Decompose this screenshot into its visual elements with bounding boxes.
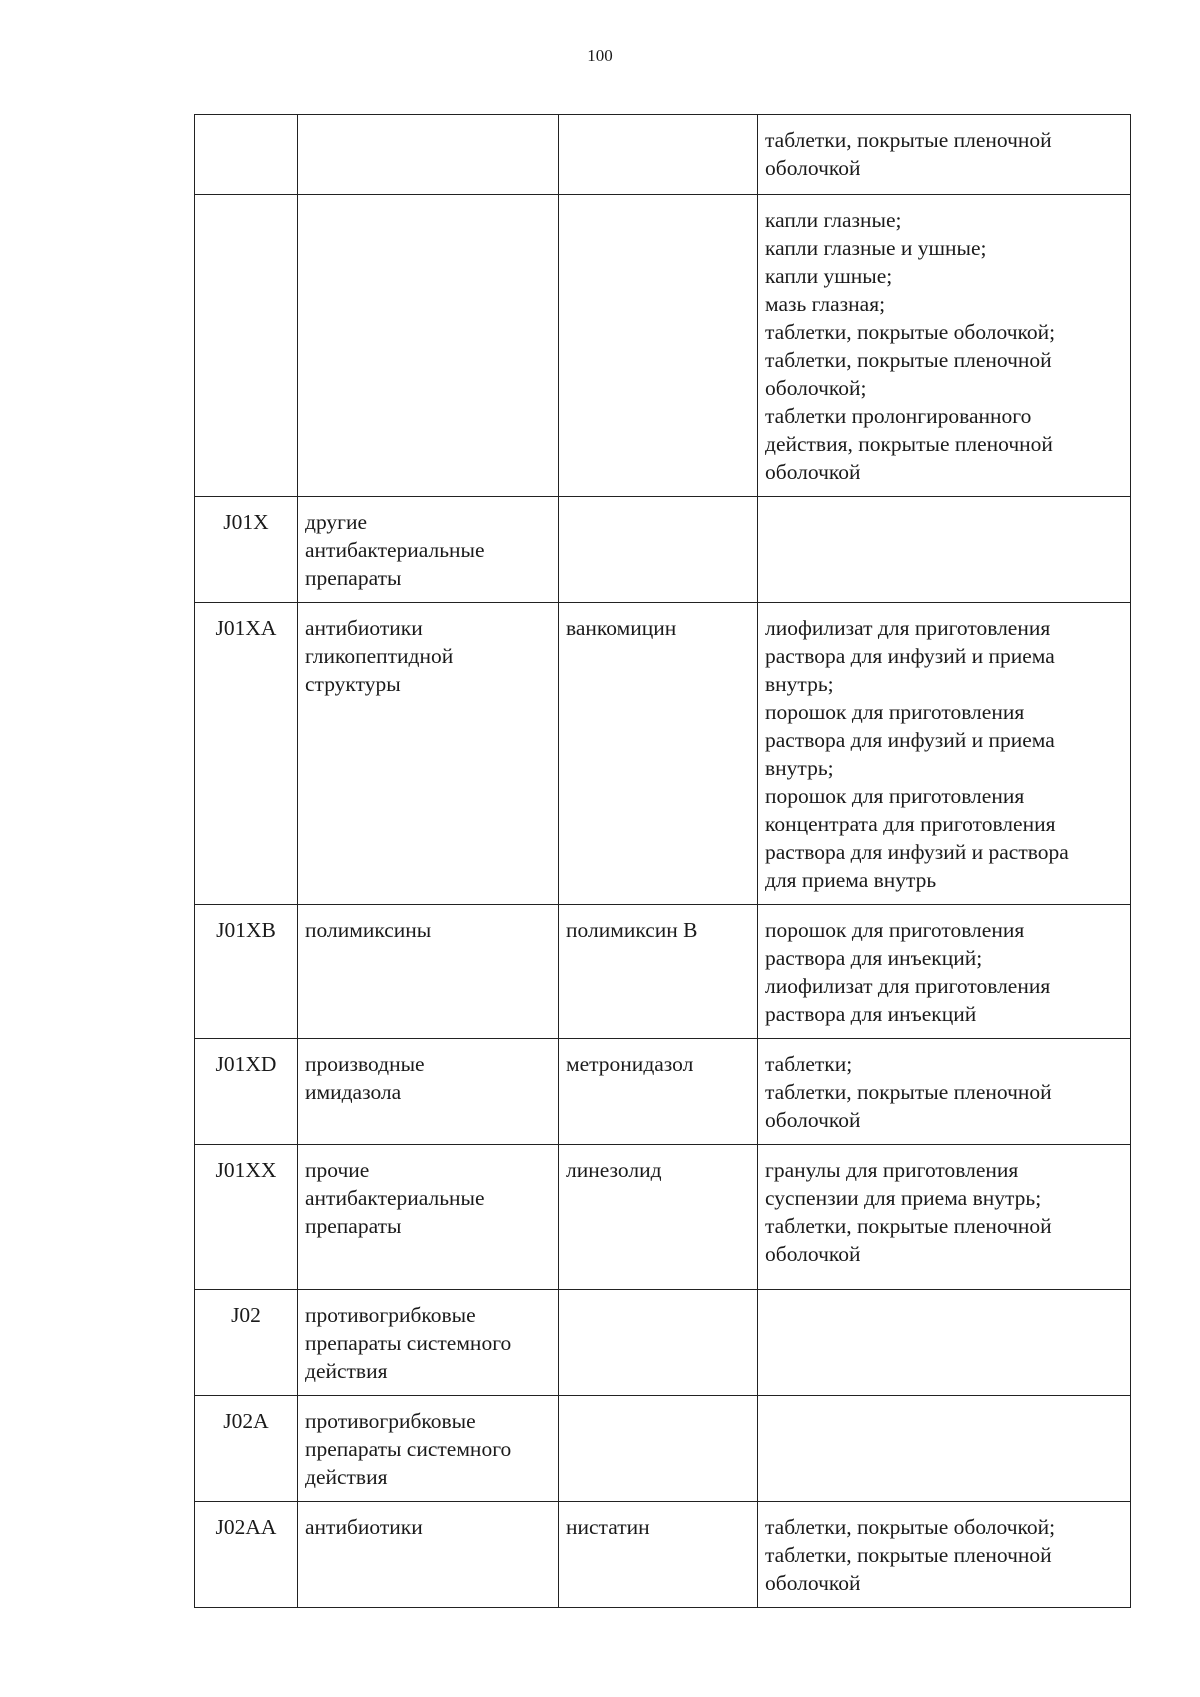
dosage-form-line: лиофилизат для приготовления bbox=[765, 974, 1051, 998]
dosage-form-line: действия, покрытые пленочной bbox=[765, 432, 1053, 456]
table-row bbox=[195, 195, 1131, 497]
substance-line: полимиксин B bbox=[566, 918, 698, 942]
group-cell bbox=[298, 497, 559, 603]
table-row bbox=[195, 1502, 1131, 1608]
group-line: действия bbox=[305, 1465, 388, 1489]
group-line: противогрибковые bbox=[305, 1303, 476, 1327]
dosage-forms-cell bbox=[758, 603, 1131, 905]
dosage-forms-cell bbox=[758, 497, 1131, 603]
substance-cell bbox=[559, 115, 758, 195]
group-line: противогрибковые bbox=[305, 1409, 476, 1433]
group-line: другие bbox=[305, 510, 368, 534]
dosage-form-line: раствора для инъекций; bbox=[765, 946, 983, 970]
dosage-forms-cell bbox=[758, 1145, 1131, 1290]
dosage-form-line: оболочкой bbox=[765, 156, 861, 180]
group-line: препараты bbox=[305, 566, 402, 590]
atc-code-cell: J01XD bbox=[195, 1039, 298, 1145]
substance-cell bbox=[559, 1396, 758, 1502]
group-cell bbox=[298, 1290, 559, 1396]
atc-code-cell: J02A bbox=[195, 1396, 298, 1502]
dosage-form-line: таблетки, покрытые пленочной bbox=[765, 1214, 1052, 1238]
dosage-forms-cell bbox=[758, 905, 1131, 1039]
atc-code-cell: J01XB bbox=[195, 905, 298, 1039]
dosage-form-line: внутрь; bbox=[765, 756, 834, 780]
atc-code-cell: J01X bbox=[195, 497, 298, 603]
dosage-form-line: оболочкой bbox=[765, 1571, 861, 1595]
dosage-form-line: внутрь; bbox=[765, 672, 834, 696]
group-line: имидазола bbox=[305, 1080, 402, 1104]
substance-cell bbox=[559, 1145, 758, 1290]
dosage-form-line: таблетки, покрытые пленочной bbox=[765, 1080, 1052, 1104]
group-line: действия bbox=[305, 1359, 388, 1383]
dosage-form-line: порошок для приготовления bbox=[765, 700, 1025, 724]
table-row bbox=[195, 115, 1131, 195]
dosage-form-line: капли глазные; bbox=[765, 208, 902, 232]
dosage-form-line: таблетки, покрытые пленочной bbox=[765, 348, 1052, 372]
substance-line: метронидазол bbox=[566, 1052, 694, 1076]
substance-cell bbox=[559, 905, 758, 1039]
dosage-form-line: порошок для приготовления bbox=[765, 784, 1025, 808]
substance-cell bbox=[559, 1039, 758, 1145]
table-row bbox=[195, 905, 1131, 1039]
group-cell bbox=[298, 195, 559, 497]
dosage-form-line: раствора для инфузий и раствора bbox=[765, 840, 1069, 864]
dosage-form-line: раствора для инфузий и приема bbox=[765, 728, 1055, 752]
group-line: антибиотики bbox=[305, 616, 423, 640]
dosage-forms-cell bbox=[758, 1290, 1131, 1396]
dosage-form-line: гранулы для приготовления bbox=[765, 1158, 1019, 1182]
group-line: полимиксины bbox=[305, 918, 432, 942]
group-cell bbox=[298, 115, 559, 195]
group-line: гликопептидной bbox=[305, 644, 454, 668]
atc-code-cell: J02AA bbox=[195, 1502, 298, 1608]
table-row bbox=[195, 1396, 1131, 1502]
group-line: антибиотики bbox=[305, 1515, 423, 1539]
group-line: препараты bbox=[305, 1214, 402, 1238]
group-line: антибактериальные bbox=[305, 1186, 485, 1210]
group-cell bbox=[298, 905, 559, 1039]
dosage-form-line: порошок для приготовления bbox=[765, 918, 1025, 942]
dosage-form-line: капли глазные и ушные; bbox=[765, 236, 987, 260]
drug-table bbox=[194, 114, 1131, 1608]
dosage-form-line: таблетки, покрытые пленочной bbox=[765, 1543, 1052, 1567]
substance-line: ванкомицин bbox=[566, 616, 677, 640]
group-cell bbox=[298, 1145, 559, 1290]
atc-code-cell: J02 bbox=[195, 1290, 298, 1396]
group-cell bbox=[298, 1039, 559, 1145]
dosage-form-line: оболочкой; bbox=[765, 376, 867, 400]
table-row bbox=[195, 603, 1131, 905]
page-number: 100 bbox=[587, 46, 613, 65]
table-row bbox=[195, 1145, 1131, 1290]
group-cell bbox=[298, 1502, 559, 1608]
dosage-form-line: для приема внутрь bbox=[765, 868, 937, 892]
table-row bbox=[195, 1290, 1131, 1396]
atc-code-cell: J01XX bbox=[195, 1145, 298, 1290]
dosage-form-line: оболочкой bbox=[765, 1108, 861, 1132]
atc-code-cell bbox=[195, 195, 298, 497]
dosage-form-line: суспензии для приема внутрь; bbox=[765, 1186, 1042, 1210]
dosage-forms-cell bbox=[758, 1502, 1131, 1608]
group-line: препараты системного bbox=[305, 1331, 512, 1355]
dosage-form-line: таблетки; bbox=[765, 1052, 853, 1076]
substance-cell bbox=[559, 603, 758, 905]
drug-table-body bbox=[195, 115, 1131, 1608]
group-cell bbox=[298, 603, 559, 905]
table-row bbox=[195, 1039, 1131, 1145]
group-line: производные bbox=[305, 1052, 425, 1076]
substance-cell bbox=[559, 195, 758, 497]
dosage-forms-cell bbox=[758, 195, 1131, 497]
group-cell bbox=[298, 1396, 559, 1502]
dosage-form-line: таблетки пролонгированного bbox=[765, 404, 1032, 428]
dosage-forms-cell bbox=[758, 1039, 1131, 1145]
dosage-form-line: оболочкой bbox=[765, 1242, 861, 1266]
group-line: препараты системного bbox=[305, 1437, 512, 1461]
substance-cell bbox=[559, 1502, 758, 1608]
dosage-form-line: таблетки, покрытые пленочной bbox=[765, 128, 1052, 152]
group-line: антибактериальные bbox=[305, 538, 485, 562]
group-line: прочие bbox=[305, 1158, 370, 1182]
atc-code-cell: J01XA bbox=[195, 603, 298, 905]
group-line: структуры bbox=[305, 672, 401, 696]
dosage-forms-cell bbox=[758, 1396, 1131, 1502]
dosage-form-line: таблетки, покрытые оболочкой; bbox=[765, 320, 1056, 344]
dosage-form-line: мазь глазная; bbox=[765, 292, 886, 316]
dosage-form-line: лиофилизат для приготовления bbox=[765, 616, 1051, 640]
substance-cell bbox=[559, 497, 758, 603]
dosage-form-line: оболочкой bbox=[765, 460, 861, 484]
table-row bbox=[195, 497, 1131, 603]
substance-line: линезолид bbox=[566, 1158, 662, 1182]
dosage-form-line: концентрата для приготовления bbox=[765, 812, 1056, 836]
dosage-form-line: таблетки, покрытые оболочкой; bbox=[765, 1515, 1056, 1539]
atc-code-cell bbox=[195, 115, 298, 195]
dosage-form-line: раствора для инфузий и приема bbox=[765, 644, 1055, 668]
substance-line: нистатин bbox=[566, 1515, 650, 1539]
dosage-forms-cell bbox=[758, 115, 1131, 195]
dosage-form-line: капли ушные; bbox=[765, 264, 893, 288]
dosage-form-line: раствора для инъекций bbox=[765, 1002, 977, 1026]
substance-cell bbox=[559, 1290, 758, 1396]
